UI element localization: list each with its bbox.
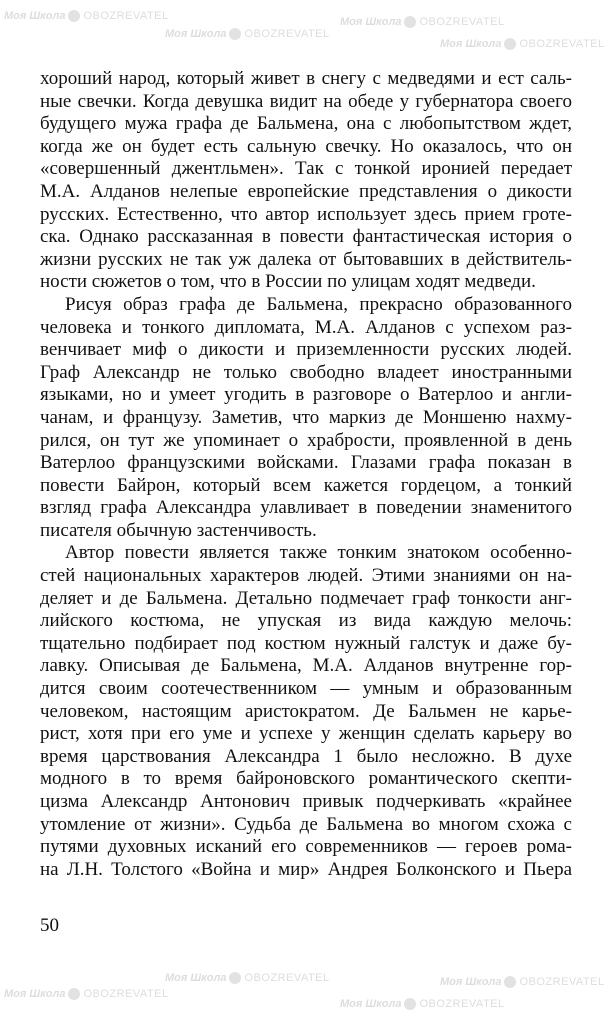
text-line: Автор повести является также тонким знатоком особенно- <box>65 542 572 564</box>
watermark-school: Моя Школа <box>4 988 66 1000</box>
watermark-logo-icon <box>404 16 416 28</box>
watermark-brand: OBOZREVATEL <box>83 10 169 22</box>
watermark-logo-icon <box>229 28 241 40</box>
text-line: рист, хотя при его уме и успехе у женщин сделать карьеру во <box>40 723 572 745</box>
paragraph <box>40 68 572 294</box>
watermark-logo-icon <box>504 38 516 50</box>
watermark-logo-icon <box>68 10 80 22</box>
watermark-logo-icon <box>229 972 241 984</box>
text-line: венчивает миф о дикости и приземленности русских людей. <box>40 339 572 361</box>
text-line: утомление от жизни». Судьба де Бальмена во многом схожа с <box>40 813 572 835</box>
watermark-school: Моя Школа <box>340 16 402 28</box>
text-line: на Л.Н. Толстого «Война и мир» Андрея Болконского и Пьера <box>40 858 572 880</box>
text-line: повести Байрон, который всем кажется гордецом, а тонкий <box>40 474 572 496</box>
text-line: ности сюжетов о том, что в России по улицам ходят медведи. <box>40 271 536 293</box>
text-line: время царствования Александра 1 было несложно. В духе <box>40 745 572 767</box>
watermark-brand: OBOZREVATEL <box>519 976 605 988</box>
text-line: хороший народ, который живет в снегу с медведями и ест саль- <box>40 68 572 89</box>
watermark-brand: OBOZREVATEL <box>83 988 169 1000</box>
text-line: когда же он будет есть сальную свечку. Но оказалось, что он <box>40 135 572 157</box>
watermark-brand: OBOZREVATEL <box>419 16 505 28</box>
watermark <box>4 988 169 1000</box>
text-line: модного в то время байроновского романтического скепти- <box>40 768 572 790</box>
watermark <box>440 976 605 988</box>
watermark-school: Моя Школа <box>165 972 227 984</box>
watermark <box>165 28 330 40</box>
watermark-school: Моя Школа <box>440 38 502 50</box>
paragraph <box>40 294 572 543</box>
text-line: Ватерлоо французскими войсками. Глазами графа показан в <box>40 452 572 474</box>
watermark-school: Моя Школа <box>340 998 402 1010</box>
text-line: ные свечки. Когда девушка видит на обеде у губернатора своего <box>40 90 572 112</box>
watermark-school: Моя Школа <box>165 28 227 40</box>
watermark-brand: OBOZREVATEL <box>244 972 330 984</box>
text-line: дится своим соотечественником — умным и образованным <box>40 678 572 700</box>
text-line: путями духовных исканий его современников — героев рома- <box>40 836 572 858</box>
text-line: рился, он тут же упоминает о храбрости, проявленной в день <box>40 429 572 451</box>
text-line: лавку. Описывая де Бальмена, М.А. Алданов внутренне гор- <box>40 655 572 677</box>
text-line: будущего мужа графа де Бальмена, она с любопытством ждет, <box>40 113 572 135</box>
text-line: Граф Александр не только свободно владеет иностранными <box>40 361 572 383</box>
text-line: жизни русских не так уж далека от бытовавших в действитель- <box>40 248 572 270</box>
text-line: человека и тонкого дипломата, М.А. Алданов с успехом раз- <box>40 316 572 338</box>
watermark-band-bottom <box>0 968 614 1018</box>
watermark <box>4 10 169 22</box>
text-line: чанам, и французу. Заметив, что маркиз де Моншеню нахму- <box>40 406 572 428</box>
watermark-logo-icon <box>504 976 516 988</box>
text-line: Рисуя образ графа де Бальмена, прекрасно образованного <box>65 293 572 315</box>
watermark <box>340 998 505 1010</box>
text-line: взгляд графа Александра улавливает в поведении знаменитого <box>40 497 572 519</box>
text-line: тщательно подбирает под костюм нужный галстук и даже бу- <box>40 632 572 654</box>
paragraphs <box>40 68 572 881</box>
page-number: 50 <box>40 915 59 937</box>
watermark <box>340 16 505 28</box>
page-body <box>40 68 572 937</box>
watermark <box>440 38 605 50</box>
watermark-band-top <box>0 0 614 50</box>
watermark-school: Моя Школа <box>440 976 502 988</box>
text-line: писателя обычную застенчивость. <box>40 519 317 541</box>
text-line: ска. Однако рассказанная в повести фантастическая история о <box>40 226 572 248</box>
text-line: русских. Естественно, что автор использует здесь прием гроте- <box>40 203 572 225</box>
watermark-logo-icon <box>404 998 416 1010</box>
watermark-brand: OBOZREVATEL <box>519 38 605 50</box>
text-line: М.А. Алданов нелепые европейские представления о дикости <box>40 180 572 202</box>
text-line: деляет и де Бальмена. Детально подмечает граф тонкости анг- <box>40 587 572 609</box>
watermark-brand: OBOZREVATEL <box>244 28 330 40</box>
watermark-logo-icon <box>68 988 80 1000</box>
watermark-school: Моя Школа <box>4 10 66 22</box>
watermark-brand: OBOZREVATEL <box>419 998 505 1010</box>
paragraph <box>40 542 572 881</box>
text-line: языками, но и умеет угодить в разговоре о Ватерлоо и англи- <box>40 384 572 406</box>
text-line: «совершенный джентльмен». Так с тонкой иронией передает <box>40 158 572 180</box>
text-line: лийского костюма, не упуская из вида каждую мелочь: <box>40 610 572 632</box>
watermark <box>165 972 330 984</box>
text-line: стей национальных характеров людей. Этими знаниями он на- <box>40 565 572 587</box>
text-line: цизма Александр Антонович привык подчеркивать «крайнее <box>40 791 572 812</box>
text-line: человеком, настоящим аристократом. Де Бальмен не карье- <box>40 700 572 722</box>
